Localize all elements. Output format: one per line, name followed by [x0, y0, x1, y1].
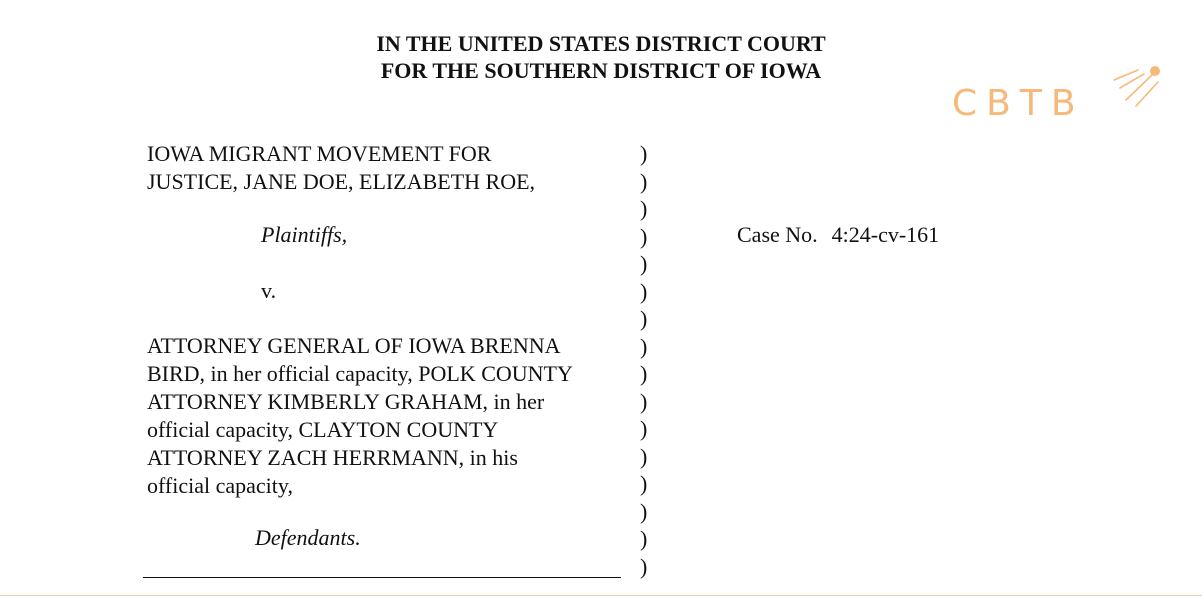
paren: ) — [640, 388, 648, 414]
case-number-block — [737, 222, 939, 248]
paren: ) — [640, 471, 648, 496]
paren: ) — [640, 196, 648, 221]
paren: ) — [640, 333, 648, 359]
cbtb-logo — [948, 60, 1173, 130]
defendants-line-3: ATTORNEY KIMBERLY GRAHAM, in her — [147, 389, 545, 414]
caption-rule — [143, 577, 621, 578]
defendants-line-5: ATTORNEY ZACH HERRMANN, in his — [147, 445, 518, 470]
defendants-line-1: ATTORNEY GENERAL OF IOWA BRENNA — [147, 333, 561, 358]
paren: ) — [640, 416, 648, 441]
defendants-line-6: official capacity, — [147, 473, 293, 498]
caption-parties — [147, 140, 627, 196]
page-bottom-divider — [0, 595, 1202, 596]
paren: ) — [640, 443, 648, 469]
defendants-line-4: official capacity, CLAYTON COUNTY — [147, 417, 499, 442]
court-heading-line-2: FOR THE SOUTHERN DISTRICT OF IOWA — [380, 58, 822, 83]
defendants-label: Defendants. — [255, 525, 361, 550]
paren: ) — [640, 553, 648, 579]
caption-parentheses — [640, 140, 660, 580]
paren: ) — [640, 223, 648, 249]
paren: ) — [640, 278, 648, 304]
paren: ) — [640, 251, 648, 276]
plaintiffs-line-1: IOWA MIGRANT MOVEMENT FOR — [147, 141, 492, 166]
defendants-block — [147, 332, 627, 500]
defendants-line-2: BIRD, in her official capacity, POLK COUNTY — [147, 361, 573, 386]
paren: ) — [640, 526, 648, 551]
logo-text: CBTB — [952, 83, 1085, 124]
plaintiffs-label: Plaintiffs, — [261, 222, 348, 247]
paren: ) — [640, 141, 648, 166]
paren: ) — [640, 361, 648, 386]
paren: ) — [640, 498, 648, 524]
case-number-label: Case No. — [737, 222, 818, 247]
case-number: 4:24-cv-161 — [831, 222, 940, 247]
versus-label: v. — [261, 278, 277, 303]
paren: ) — [640, 306, 648, 331]
paren: ) — [640, 168, 648, 194]
plaintiffs-line-2: JUSTICE, JANE DOE, ELIZABETH ROE, — [147, 169, 536, 194]
court-heading-line-1: IN THE UNITED STATES DISTRICT COURT — [376, 31, 826, 56]
